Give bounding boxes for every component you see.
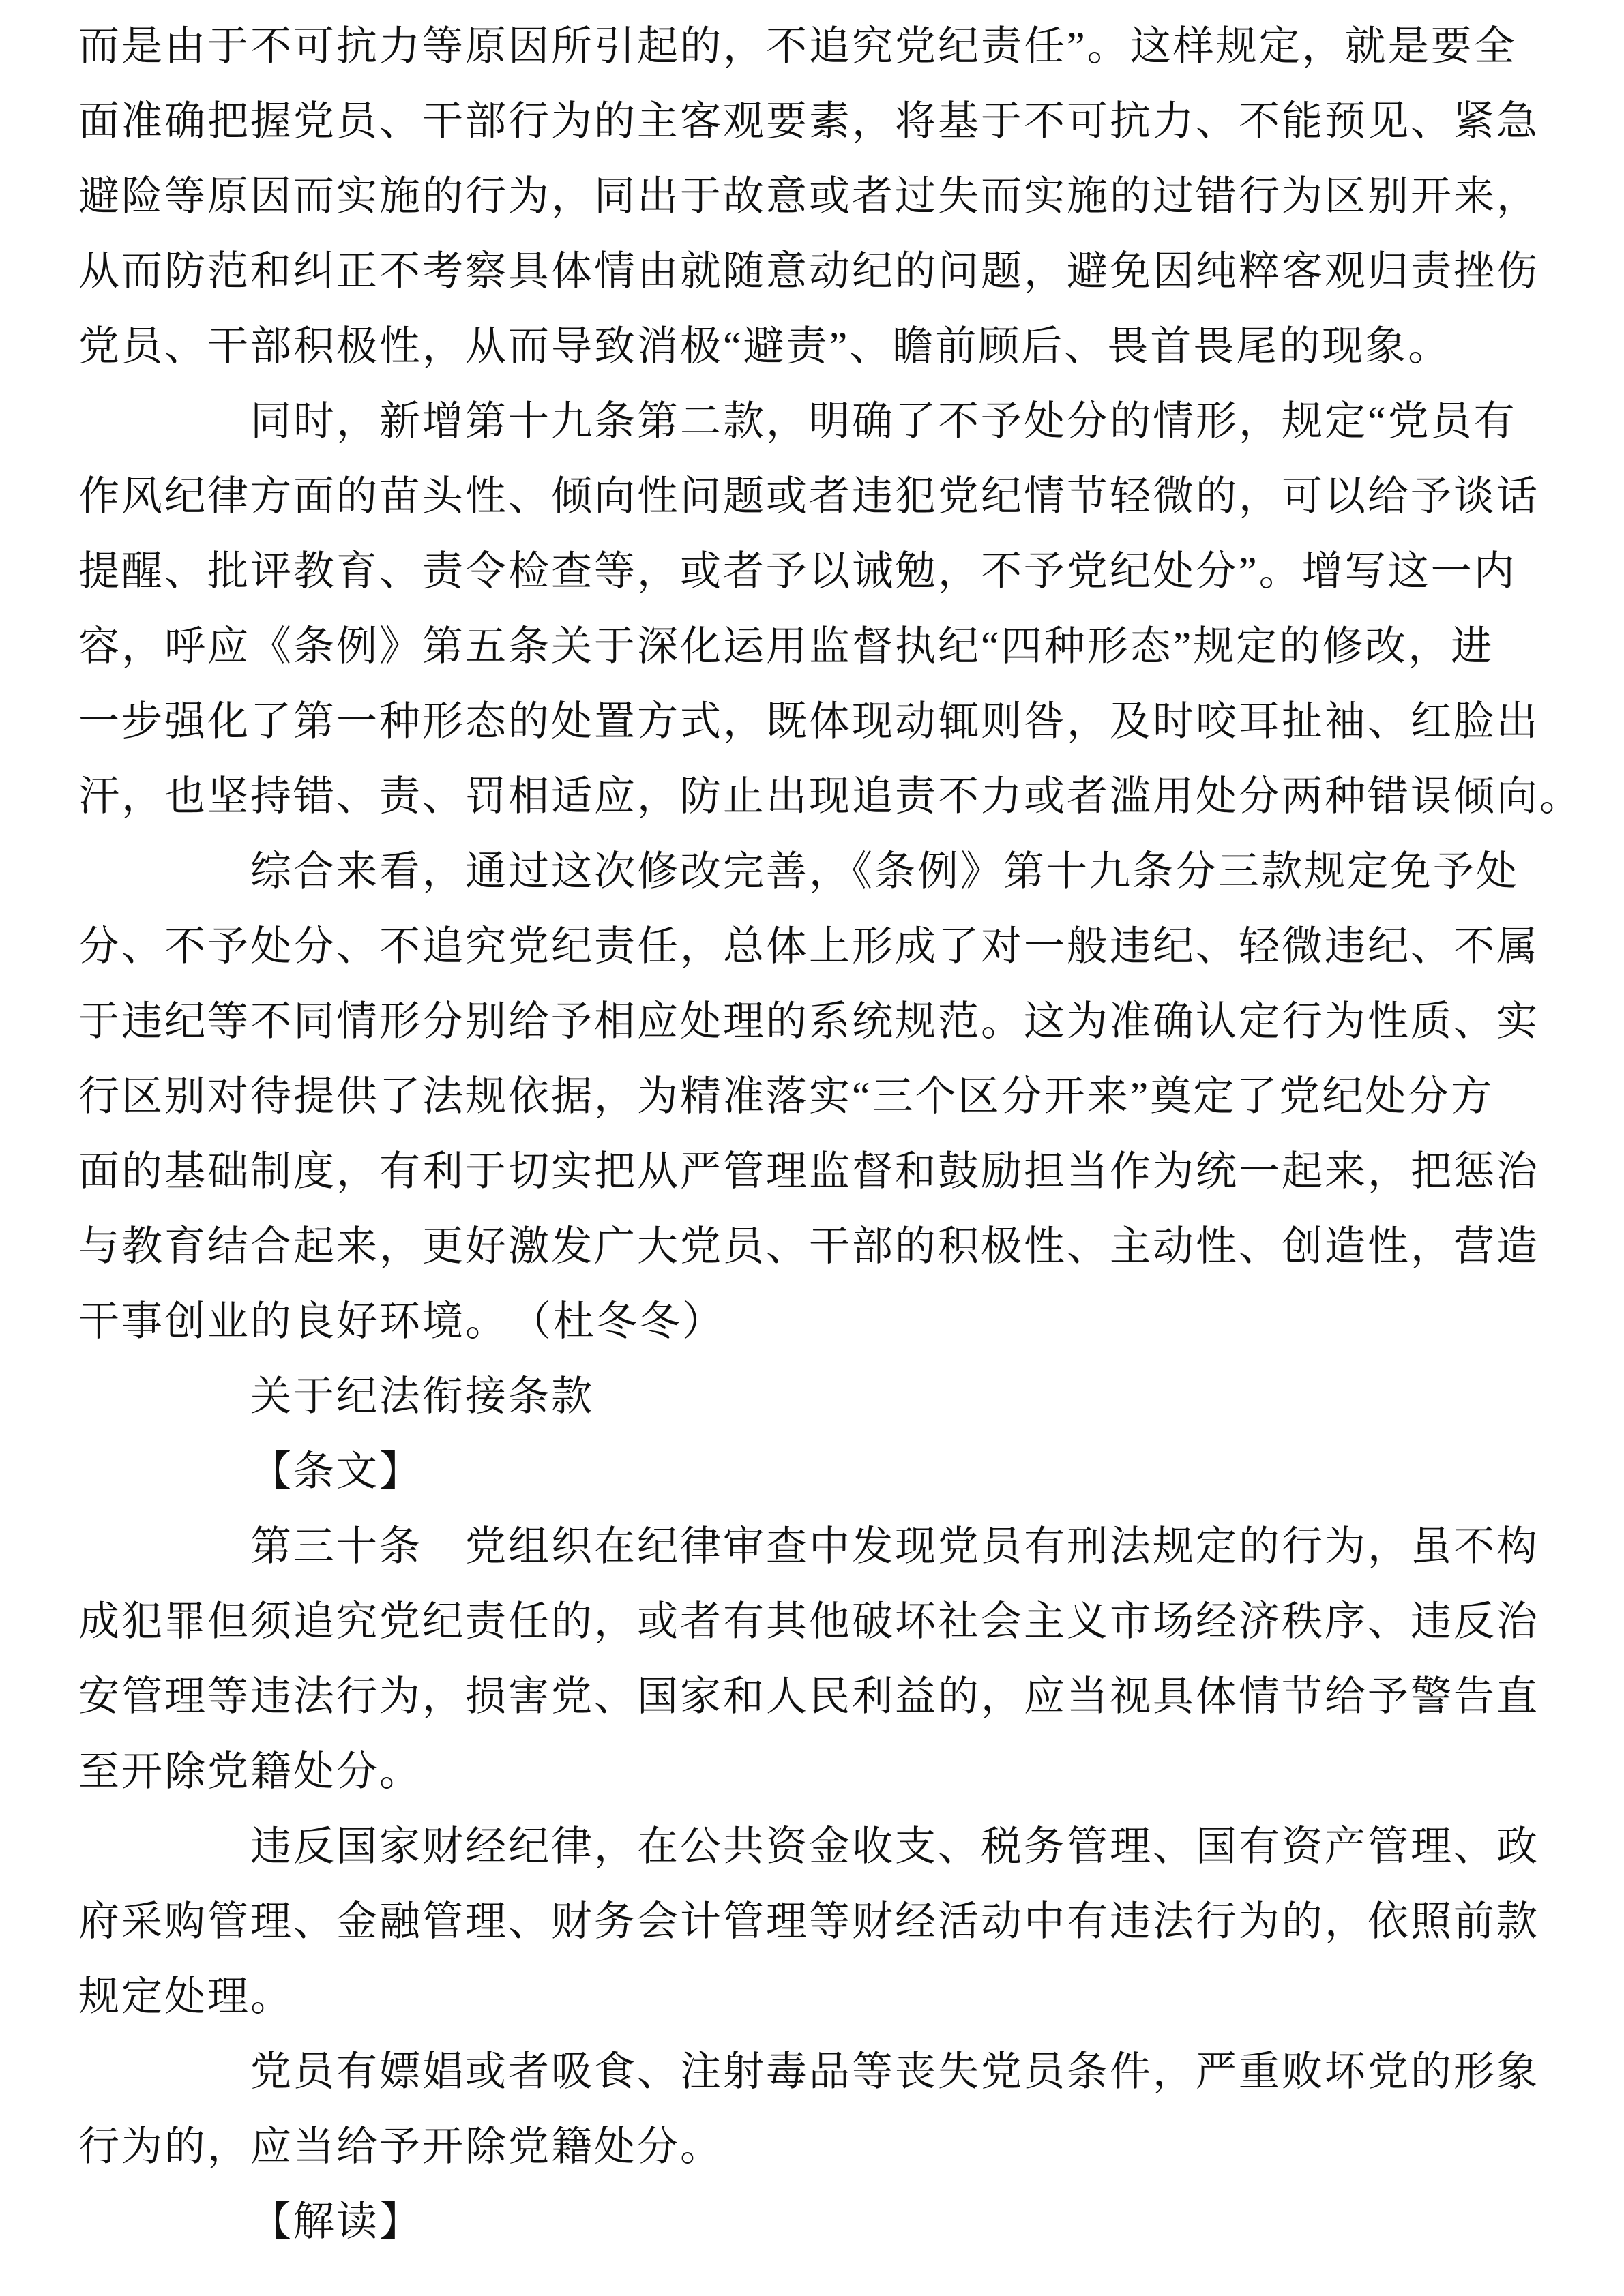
text-line: 【解读】 [250, 2199, 422, 2244]
text-line: 成犯罪但须追究党纪责任的，或者有其他破坏社会主义市场经济秩序、违反治 [78, 1599, 1539, 1644]
text-line: 行区别对待提供了法规依据，为精准落实“三个区分开来”奠定了党纪处分方 [78, 1074, 1494, 1119]
text-line: 而是由于不可抗力等原因所引起的，不追究党纪责任”。这样规定，就是要全 [78, 24, 1517, 69]
text-line: 第三十条 党组织在纪律审查中发现党员有刑法规定的行为，虽不构 [250, 1524, 1539, 1569]
text-line: 党员、干部积极性，从而导致消极“避责”、瞻前顾后、畏首畏尾的现象。 [78, 324, 1451, 369]
text-line: 汗，也坚持错、责、罚相适应，防止出现追责不力或者滥用处分两种错误倾向。 [78, 774, 1582, 819]
document-body [78, 9, 1586, 2259]
text-line: 党员有嫖娼或者吸食、注射毒品等丧失党员条件，严重败坏党的形象 [250, 2049, 1539, 2094]
text-line: 【条文】 [250, 1449, 422, 1494]
text-line: 违反国家财经纪律，在公共资金收支、税务管理、国有资产管理、政 [250, 1824, 1539, 1869]
text-line: 府采购管理、金融管理、财务会计管理等财经活动中有违法行为的，依照前款 [78, 1899, 1539, 1944]
text-line: 至开除党籍处分。 [78, 1749, 422, 1794]
text-line: 从而防范和纠正不考察具体情由就随意动纪的问题，避免因纯粹客观归责挫伤 [78, 249, 1539, 294]
text-line: 分、不予处分、不追究党纪责任，总体上形成了对一般违纪、轻微违纪、不属 [78, 924, 1539, 969]
text-line: 行为的，应当给予开除党籍处分。 [78, 2124, 723, 2169]
text-line: 面的基础制度，有利于切实把从严管理监督和鼓励担当作为统一起来，把惩治 [78, 1149, 1539, 1194]
text-line: 容，呼应《条例》第五条关于深化运用监督执纪“四种形态”规定的修改，进 [78, 624, 1494, 669]
text-line: 关于纪法衔接条款 [250, 1374, 594, 1419]
text-line: 同时，新增第十九条第二款，明确了不予处分的情形，规定“党员有 [250, 399, 1517, 444]
text-line: 避险等原因而实施的行为，同出于故意或者过失而实施的过错行为区别开来， [78, 174, 1539, 219]
text-line: 综合来看，通过这次修改完善，《条例》第十九条分三款规定免予处 [250, 849, 1519, 894]
text-line: 提醒、批评教育、责令检查等，或者予以诫勉，不予党纪处分”。增写这一内 [78, 549, 1517, 594]
text-line: 规定处理。 [78, 1974, 293, 2019]
text-line: 作风纪律方面的苗头性、倾向性问题或者违犯党纪情节轻微的，可以给予谈话 [78, 474, 1539, 519]
text-line: 于违纪等不同情形分别给予相应处理的系统规范。这为准确认定行为性质、实 [78, 999, 1539, 1044]
text-line: 与教育结合起来，更好激发广大党员、干部的积极性、主动性、创造性，营造 [78, 1224, 1539, 1269]
text-line: 安管理等违法行为，损害党、国家和人民利益的，应当视具体情节给予警告直 [78, 1674, 1539, 1719]
text-line: 干事创业的良好环境。 （杜冬冬） [78, 1299, 725, 1344]
text-line: 面准确把握党员、干部行为的主客观要素，将基于不可抗力、不能预见、紧急 [78, 99, 1539, 144]
text-line: 一步强化了第一种形态的处置方式，既体现动辄则咎，及时咬耳扯袖、红脸出 [78, 699, 1539, 744]
